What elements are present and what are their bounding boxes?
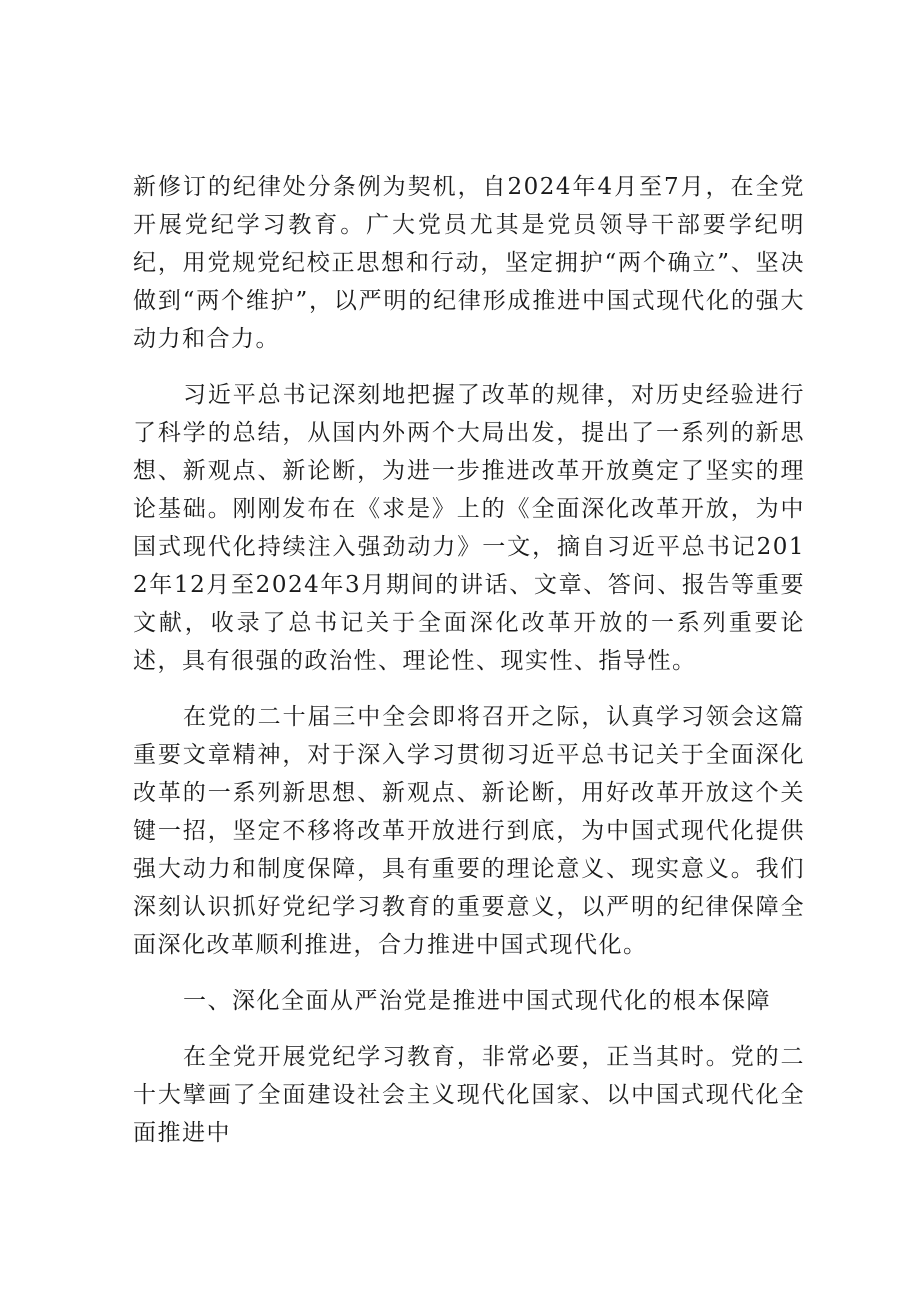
paragraph-gap bbox=[133, 680, 805, 698]
paragraph-plenary-session: 在党的二十届三中全会即将召开之际，认真学习领会这篇重要文章精神，对于深入学习贯彻习近平总书记关于全面深化改革的一系列新思想、新观点、新论断，用好改革开放这个关键一招，坚定不移将改革开放进行到底，为中国式现代化提供强大动力和制度保障，具有重要的理论意义、现实意义。我们深刻认识抓好党纪学习教育的重要意义，以严明的纪律保障全面深化改革顺利推进，合力推进中国式现代化。 bbox=[133, 704, 805, 958]
document-body bbox=[133, 168, 805, 1152]
paragraph-gap bbox=[133, 358, 805, 376]
section-heading-1: 一、深化全面从严治党是推进中国式现代化的根本保障 bbox=[183, 988, 771, 1014]
paragraph-gap bbox=[133, 1020, 805, 1038]
paragraph-reform-laws: 习近平总书记深刻地把握了改革的规律，对历史经验进行了科学的总结，从国内外两个大局出发，提出了一系列的新思想、新观点、新论断，为进一步推进改革开放奠定了坚实的理论基础。刚刚发布在《求是》上的《全面深化改革开放，为中国式现代化持续注入强劲动力》一文，摘自习近平总书记2012年12月至2024年3月期间的讲话、文章、答问、报告等重要文献，收录了总书记关于全面深化改革开放的一系列重要论述，具有很强的政治性、理论性、现实性、指导性。 bbox=[133, 382, 805, 674]
paragraph-discipline-education: 在全党开展党纪学习教育，非常必要，正当其时。党的二十大擘画了全面建设社会主义现代化国家、以中国式现代化全面推进中 bbox=[133, 1044, 805, 1146]
paragraph-continuation: 新修订的纪律处分条例为契机，自2024年4月至7月，在全党开展党纪学习教育。广大党员尤其是党员领导干部要学纪明纪，用党规党纪校正思想和行动，坚定拥护“两个确立”、坚决做到“两个维护”，以严明的纪律形成推进中国式现代化的强大动力和合力。 bbox=[133, 174, 805, 352]
paragraph-gap bbox=[133, 964, 805, 982]
